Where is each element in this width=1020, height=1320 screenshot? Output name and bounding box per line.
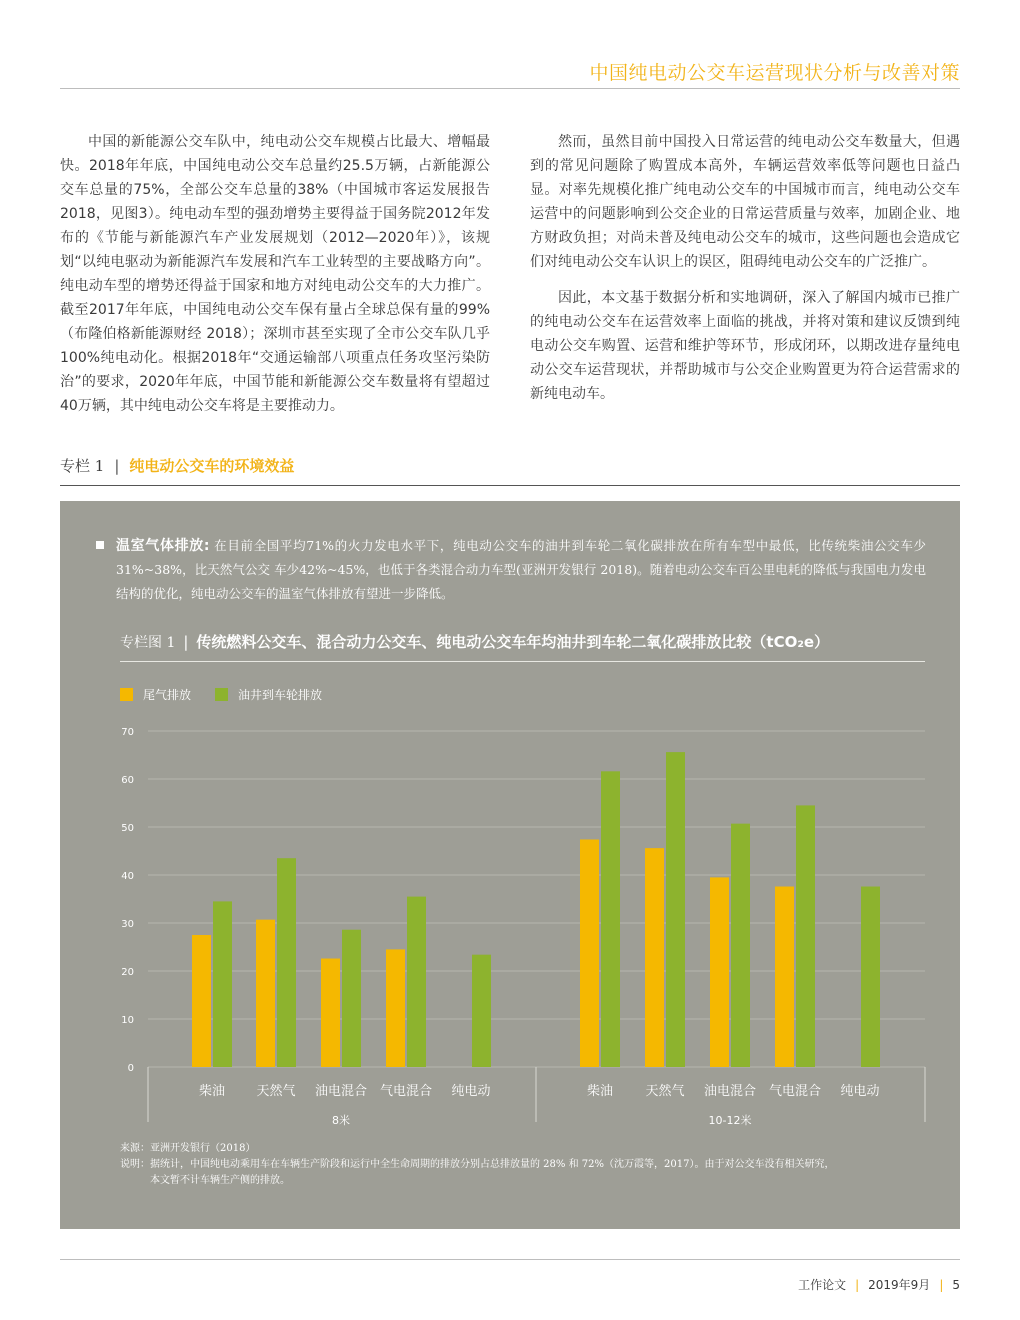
y-tick-label: 10 [121,1015,134,1026]
bar-tailpipe [192,935,211,1067]
figure-notes [120,1141,930,1189]
y-tick-label: 30 [121,919,134,930]
bar-well-to-wheel [342,930,361,1067]
body-paragraph: 因此，本文基于数据分析和实地调研，深入了解国内城市已推广的纯电动公交车在运营效率上面临的挑战，并将对策和建议反馈到纯电动公交车购置、运营和维护等环节，形成闭环，以期改进存量纯电动公交车运营现状，并帮助城市与公交企业购置更为符合运营需求的新纯电动车。 [530,290,960,402]
figure-note: 说明：据统计，中国纯电动乘用车在车辆生产阶段和运行中全生命周期的排放分别占总排放量的 28% 和 72%（沈万霞等，2017）。由于对公交车没有相关研究， [120,1159,835,1170]
x-category-label: 纯电动 [840,1084,880,1099]
y-tick-label: 70 [121,727,134,738]
footer-separator: | [855,1278,860,1292]
box-divider [60,485,960,486]
x-category-label: 纯电动 [451,1084,491,1099]
x-category-label: 油电混合 [314,1084,368,1099]
page-number: 5 [952,1278,960,1292]
box-title: 纯电动公交车的环境效益 [129,457,295,475]
bar-tailpipe [710,877,729,1067]
y-tick-label: 20 [121,967,134,978]
box-heading [60,455,294,476]
footer-date: 2019年9月 [868,1278,931,1292]
bar-tailpipe [321,959,340,1067]
footer-divider [60,1259,960,1260]
bar-well-to-wheel [861,887,880,1067]
x-category-label: 油电混合 [703,1084,757,1099]
body-column-right [530,130,960,418]
running-header-title: 中国纯电动公交车运营现状分析与改善对策 [589,62,960,84]
body-column-left [60,130,490,430]
footer-series: 工作论文 [798,1278,847,1292]
bar-well-to-wheel [277,858,296,1067]
body-paragraph: 中国的新能源公交车队中，纯电动公交车规模占比最大、增幅最快。2018年年底，中国纯电动公交车总量约25.5万辆，占新能源公交车总量的75%，全部公交车总量的38%（中国城市客运发展报告2018，见图3）。纯电动车型的强劲增势主要得益于国务院2012年发布的《节能与新能源汽车产业发展规划（2012—2020年）》，该规划“以纯电驱动为新能源汽车发展和汽车工业转型的主要战略方向”。纯电动车型的增势还得益于国家和地方对纯电动公交车的大力推广。截至2017年年底，中国纯电动公交车保有量占全球总保有量的99%（布隆伯格新能源财经 2018）；深圳市甚至实现了全市公交车队几乎100%纯电动化。根据2018年“交通运输部八项重点任务攻坚污染防治”的要求，2020年年底，中国节能和新能源公交车数量将有望超过40万辆，其中纯电动公交车将是主要推动力。 [60,134,490,414]
x-category-label: 气电混合 [379,1084,433,1099]
x-group-label: 10-12米 [708,1114,752,1127]
x-group-label: 8米 [332,1114,350,1127]
box-label: 专栏 1 [60,457,105,475]
bar-well-to-wheel [666,752,685,1067]
bar-well-to-wheel [601,771,620,1067]
figure-title: 传统燃料公交车、混合动力公交车、纯电动公交车年均油井到车轮二氧化碳排放比较（tCO₂e） [196,633,830,651]
x-category-label: 天然气 [256,1084,296,1099]
header-divider [60,88,960,89]
sidebar-box-panel [60,501,960,1229]
bar-well-to-wheel [731,824,750,1067]
figure-note-continued: 本文暂不计车辆生产侧的排放。 [150,1175,290,1186]
figure-separator: | [183,633,189,651]
page-footer [798,1276,960,1293]
legend-label: 油井到车轮排放 [238,688,323,702]
bar-well-to-wheel [472,955,491,1067]
y-tick-label: 60 [121,775,134,786]
bar-tailpipe [775,887,794,1067]
x-category-label: 气电混合 [768,1084,822,1099]
legend-label: 尾气排放 [143,688,192,702]
x-category-label: 柴油 [586,1084,614,1099]
footer-separator: | [939,1278,944,1292]
bar-tailpipe [386,949,405,1067]
body-paragraph: 然而，虽然目前中国投入日常运营的纯电动公交车数量大，但遇到的常见问题除了购置成本高外，车辆运营效率低等问题也日益凸显。对率先规模化推广纯电动公交车的中国城市而言，纯电动公交车运营中的问题影响到公交企业的日常运营质量与效率，加剧企业、地方财政负担；对尚未普及纯电动公交车的城市，这些问题也会造成它们对纯电动公交车认识上的误区，阻碍纯电动公交车的广泛推广。 [530,134,960,270]
bar-well-to-wheel [796,805,815,1067]
x-category-label: 天然气 [645,1084,685,1099]
bar-tailpipe [580,839,599,1067]
bar-well-to-wheel [213,901,232,1067]
box-heading-separator: | [114,457,120,475]
bullet-body: 在目前全国平均71%的火力发电水平下，纯电动公交车的油井到车轮二氧化碳排放在所有车型中最低，比传统柴油公交车少31%~38%，比天然气公交 车少42%~45%，也低于各类混合动力车型(亚洲开发银行 2018)。随着电动公交车百公里电耗的降低与我国电力发电结构的优化，纯电动公交车的温室气体排放有望进一步降低。 [116,538,926,601]
bar-tailpipe [645,848,664,1067]
x-category-label: 柴油 [198,1084,226,1099]
y-tick-label: 40 [121,871,134,882]
bullet-lead: 温室气体排放: [116,538,210,554]
bar-well-to-wheel [407,897,426,1067]
bar-tailpipe [256,920,275,1067]
figure-label: 专栏图 1 [120,635,176,651]
bar-chart [60,501,960,1141]
y-tick-label: 0 [127,1063,134,1074]
figure-source: 来源：亚洲开发银行（2018） [120,1143,256,1154]
y-tick-label: 50 [121,823,134,834]
